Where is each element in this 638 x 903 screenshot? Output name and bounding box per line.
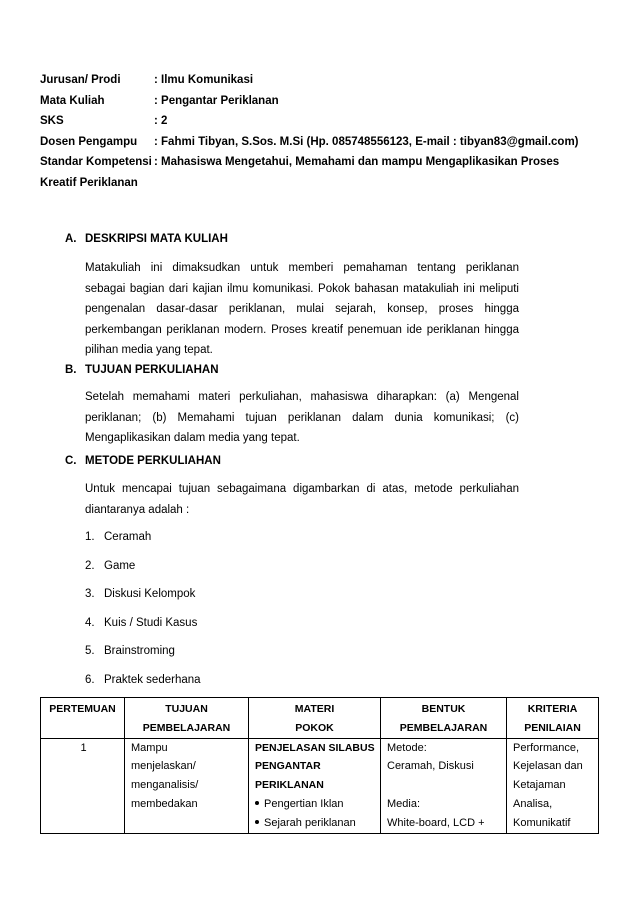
header-line: KRITERIA <box>527 703 578 715</box>
paragraph-line: periklanan; (b) Memahami tujuan periklanan dalam dunia komunikasi; (c) <box>85 411 519 424</box>
method-number: 2. <box>85 559 95 572</box>
paragraph-line: sebagai bagian dari kajian ilmu komunikasi. Pokok bahasan matakuliah ini meliputi <box>85 282 519 295</box>
materi-heading-line: PENGANTAR <box>255 760 321 773</box>
jurusan-prodi-value: : Ilmu Komunikasi <box>154 74 254 86</box>
cell-line: membedakan <box>131 797 198 810</box>
section-b-paragraph <box>85 387 519 449</box>
header-line: BENTUK <box>421 703 466 715</box>
table-header-row <box>41 698 599 739</box>
method-text: Brainstroming <box>104 645 175 657</box>
method-text: Game <box>104 559 136 572</box>
standar-kompetensi-value: : Mahasiswa Mengetahui, Memahami dan mampu Mengaplikasikan Proses <box>154 156 560 169</box>
section-c-title: METODE PERKULIAHAN <box>85 455 221 467</box>
bullet-text: Sejarah periklanan <box>264 816 356 829</box>
header-pertemuan <box>41 698 125 739</box>
section-a-title: DESKRIPSI MATA KULIAH <box>85 233 228 245</box>
method-item <box>85 666 201 695</box>
header-line: PENILAIAN <box>524 721 581 734</box>
sks-label: SKS <box>40 115 64 128</box>
metode-label: Metode: <box>387 741 427 754</box>
jurusan-prodi-label: Jurusan/ Prodi <box>40 74 121 86</box>
header-line: TUJUAN <box>165 703 208 715</box>
paragraph-line: perkembangan periklanan modern. Proses kreatif penemuan ide periklanan hingga <box>85 323 519 336</box>
materi-bullet-item <box>255 795 376 814</box>
header-kriteria-penilaian <box>507 698 599 739</box>
method-list <box>85 523 201 694</box>
header-materi-pokok <box>249 698 381 739</box>
section-c-paragraph <box>85 479 519 520</box>
method-number: 1. <box>85 531 95 543</box>
paragraph-line: Matakuliah ini dimaksudkan untuk memberi pemahaman tentang periklanan <box>85 262 519 274</box>
media-label: Media: <box>387 797 421 810</box>
header-line: PEMBELAJARAN <box>142 721 231 734</box>
header-line: POKOK <box>295 721 334 734</box>
header-bentuk-pembelajaran <box>381 698 507 739</box>
paragraph-line: pilihan media yang tepat. <box>85 344 213 357</box>
dosen-pengampu-label: Dosen Pengampu <box>40 135 138 148</box>
paragraph-line: Setelah memahami materi perkuliahan, mahasiswa diharapkan: (a) Mengenal <box>85 391 519 403</box>
cell-kriteria <box>507 738 599 833</box>
header-line: PEMBELAJARAN <box>399 721 488 734</box>
section-c-heading <box>65 451 221 472</box>
header-tujuan-pembelajaran <box>125 698 249 739</box>
info-row-sks <box>40 111 600 132</box>
dosen-pengampu-value: : Fahmi Tibyan, S.Sos. M.Si (Hp. 085748556123, E-mail : tibyan83@gmail.com) <box>154 135 579 148</box>
paragraph-line: pengenalan dasar-dasar periklanan, mulai sejarah, konsep, proses hingga <box>85 303 519 316</box>
materi-heading-line: PENJELASAN SILABUS <box>255 741 375 754</box>
section-b-heading <box>65 360 219 381</box>
table-row <box>41 738 599 833</box>
cell-line: Ketajaman <box>513 779 566 792</box>
cell-line: Performance, <box>513 741 580 754</box>
cell-line: Kejelasan dan <box>513 760 583 773</box>
section-c-letter: C. <box>65 455 77 467</box>
standar-kompetensi-label: Standar Kompetensi <box>40 156 152 169</box>
bullet-icon <box>255 801 259 805</box>
info-row-dosen-pengampu <box>40 132 600 153</box>
materi-bullet-item <box>255 814 376 833</box>
materi-heading-line: PERIKLANAN <box>255 779 324 792</box>
bullet-icon <box>255 820 259 824</box>
info-row-standar-kompetensi <box>40 152 600 173</box>
metode-value: Ceramah, Diskusi <box>387 760 474 773</box>
section-b-title: TUJUAN PERKULIAHAN <box>85 364 219 376</box>
media-value: White-board, LCD + <box>387 816 485 829</box>
header-line: MATERI <box>294 703 335 715</box>
section-a-heading <box>65 229 228 250</box>
method-text: Kuis / Studi Kasus <box>104 616 198 629</box>
cell-tujuan <box>125 738 249 833</box>
method-item <box>85 609 201 638</box>
method-number: 5. <box>85 645 95 657</box>
cell-line: menganalisis/ <box>131 779 199 792</box>
header-line: PERTEMUAN <box>49 703 116 715</box>
method-number: 3. <box>85 588 95 600</box>
mata-kuliah-label: Mata Kuliah <box>40 94 105 107</box>
method-text: Diskusi Kelompok <box>104 588 196 600</box>
section-a-paragraph <box>85 258 519 361</box>
method-item <box>85 637 201 666</box>
method-text: Praktek sederhana <box>104 673 201 686</box>
syllabus-table <box>40 697 599 834</box>
mata-kuliah-value: : Pengantar Periklanan <box>154 94 279 107</box>
course-info <box>40 70 600 194</box>
cell-line: Mampu <box>131 741 168 754</box>
paragraph-line: Mengaplikasikan dalam media yang tepat. <box>85 432 300 445</box>
bullet-text: Pengertian Iklan <box>264 797 344 810</box>
standar-kompetensi-continuation: Kreatif Periklanan <box>40 176 138 189</box>
info-row-mata-kuliah <box>40 91 600 112</box>
paragraph-line: diantaranya adalah : <box>85 503 190 516</box>
section-b-letter: B. <box>65 364 77 376</box>
paragraph-line: Untuk mencapai tujuan sebagaimana digambarkan di atas, metode perkuliahan <box>85 483 519 495</box>
method-number: 6. <box>85 673 95 686</box>
cell-bentuk <box>381 738 507 833</box>
cell-line: menjelaskan/ <box>131 760 196 773</box>
section-a-letter: A. <box>65 233 77 245</box>
method-item <box>85 552 201 581</box>
method-number: 4. <box>85 616 95 629</box>
sks-value: : 2 <box>154 115 168 128</box>
pertemuan-number: 1 <box>80 741 87 754</box>
method-item <box>85 580 201 609</box>
info-row-jurusan-prodi <box>40 70 600 91</box>
method-text: Ceramah <box>104 531 152 543</box>
cell-line: Komunikatif <box>513 816 571 829</box>
cell-pertemuan <box>41 738 125 833</box>
cell-line: Analisa, <box>513 797 553 810</box>
cell-materi <box>249 738 381 833</box>
method-item <box>85 523 201 552</box>
